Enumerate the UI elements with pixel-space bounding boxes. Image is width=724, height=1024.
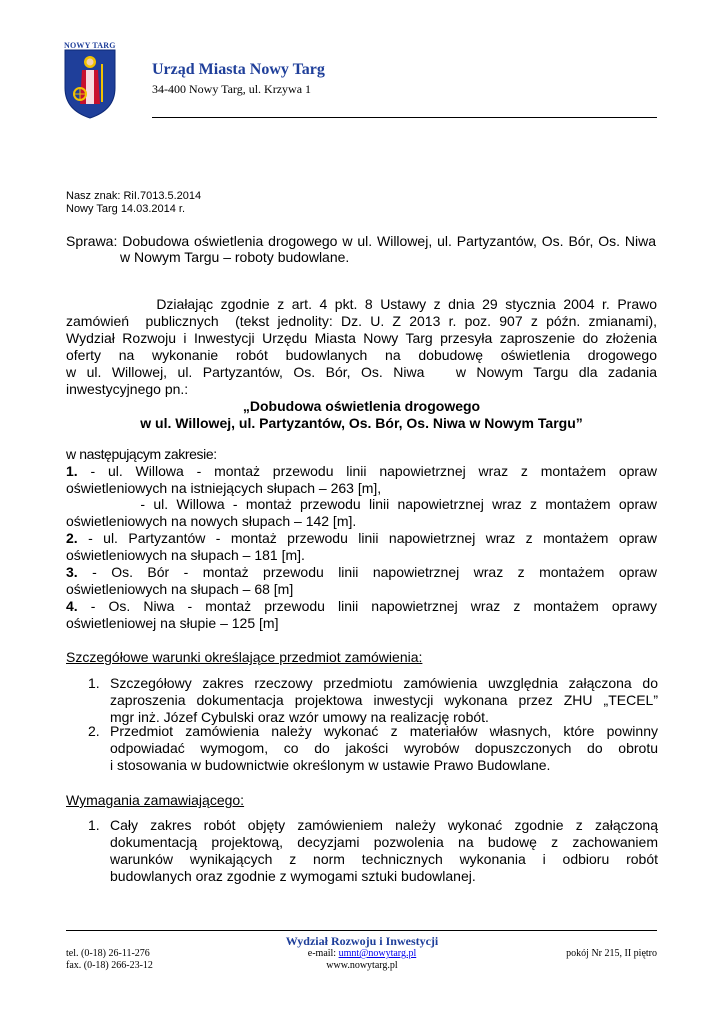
condition-line: i stosowania w budownictwie określonym w ustawie Prawo Budowlane.	[110, 757, 551, 773]
footer-email-link[interactable]: umnt@nowytarg.pl	[338, 948, 417, 959]
project-title-line-2: w ul. Willowej, ul. Partyzantów, Os. Bór, Os. Niwa w Nowym Targu”	[140, 415, 583, 431]
footer-phone: tel. (0-18) 26-11-276	[66, 948, 150, 959]
subject-line-2: w Nowym Targu – roboty budowlane.	[120, 249, 350, 265]
scope-item	[66, 530, 657, 547]
crest-caption: NOWY TARG	[64, 41, 116, 50]
intro-line: inwestycyjnego pn.:	[66, 381, 189, 397]
office-name: Urząd Miasta Nowy Targ	[152, 61, 325, 78]
requirement-line: warunków wynikających z norm technicznych wykonania i odbioru robót	[110, 851, 658, 867]
scope-item-text: - Os. Bór - montaż przewodu linii napowietrznej wraz z montażem opraw	[77, 564, 657, 580]
city-crest-logo	[60, 38, 120, 120]
requirement-number: 1.	[88, 817, 100, 833]
scope-item-cont: oświetleniowej na słupie – 125 [m]	[66, 615, 279, 631]
office-address: 34-400 Nowy Targ, ul. Krzywa 1	[152, 82, 312, 96]
scope-item-text: - ul. Willowa - montaż przewodu linii napowietrznej wraz z montażem opraw	[66, 496, 657, 512]
scope-item-cont: oświetleniowych na istniejących słupach – 263 [m],	[66, 480, 382, 496]
condition-line: zaproszenia dokumentacja projektowa inwestycji wykonana przez ZHU „TECEL”	[110, 692, 658, 708]
scope-item-number: 2.	[66, 530, 78, 546]
scope-item-number: 3.	[66, 564, 78, 580]
condition-line: odpowiadać wymogom, co do jakości wyrobów dopuszczonych do obrotu	[110, 740, 658, 756]
intro-line: oferty na wykonanie robót budowlanych na dobudowę oświetlenia drogowego	[66, 347, 657, 363]
footer-room: pokój Nr 215, II piętro	[566, 948, 657, 959]
scope-item-cont: oświetleniowych na słupach – 181 [m].	[66, 547, 305, 563]
requirements-heading: Wymagania zamawiającego:	[66, 792, 245, 808]
footer-divider	[66, 930, 657, 931]
condition-line: Przedmiot zamówienia należy wykonać z materiałów własnych, które powinny	[110, 723, 658, 739]
header-divider	[152, 117, 657, 118]
scope-item-text: - ul. Willowa - montaż przewodu linii napowietrznej wraz z montażem opraw	[77, 463, 657, 479]
scope-item-number: 4.	[66, 598, 78, 614]
project-title-line-1: „Dobudowa oświetlenia drogowego	[242, 398, 481, 414]
footer-fax: fax. (0-18) 266-23-12	[66, 960, 153, 971]
scope-heading: w następującym zakresie:	[66, 446, 217, 462]
scope-item-text: - Os. Niwa - montaż przewodu linii napowietrznej wraz z montażem oprawy	[77, 598, 657, 614]
requirement-line: budowlanych oraz zgodnie z wymogami sztuki budowlanej.	[110, 868, 476, 884]
scope-item	[66, 598, 657, 615]
conditions-heading: Szczegółowe warunki określające przedmiot zamówienia:	[66, 649, 423, 665]
scope-item-cont: oświetleniowych na nowych słupach – 142 [m].	[66, 513, 357, 529]
document-date: Nowy Targ 14.03.2014 r.	[66, 203, 186, 215]
scope-item-cont: oświetleniowych na słupach – 68 [m]	[66, 581, 294, 597]
condition-line: mgr inż. Józef Cybulski oraz wzór umowy na realizację robót.	[110, 709, 489, 725]
scope-item-number: 1.	[66, 463, 78, 479]
intro-line: zamówień publicznych (tekst jednolity: Dz. U. Z 2013 r. poz. 907 z późn. zmianami),	[66, 313, 657, 329]
condition-number: 2.	[88, 723, 100, 739]
subject-line-1: Sprawa: Dobudowa oświetlenia drogowego w ul. Willowej, ul. Partyzantów, Os. Bór, Os. Niwa	[66, 233, 656, 249]
condition-line: Szczegółowy zakres rzeczowy przedmiotu zamówienia uwzględnia załączona do	[110, 675, 658, 691]
reference-number: Nasz znak: RiI.7013.5.2014	[66, 190, 202, 202]
requirement-line: dokumentacją projektową, decyzjami pozwolenia na budowę z zachowaniem	[110, 834, 658, 850]
intro-line: w ul. Willowej, ul. Partyzantów, Os. Bór, Os. Niwa w Nowym Targu dla zadania	[66, 364, 657, 380]
footer-website: www.nowytarg.pl	[326, 960, 398, 971]
intro-line: Wydział Rozwoju i Inwestycji Urzędu Miasta Nowy Targ przesyła zaproszenie do złożenia	[66, 330, 657, 346]
condition-number: 1.	[88, 675, 100, 691]
footer-email-label: e-mail:	[307, 948, 339, 959]
scope-item-text: - ul. Partyzantów - montaż przewodu linii napowietrznej wraz z montażem opraw	[77, 530, 657, 546]
footer-department: Wydział Rozwoju i Inwestycji	[285, 934, 439, 948]
intro-line: Działając zgodnie z art. 4 pkt. 8 Ustawy z dnia 29 stycznia 2004 r. Prawo	[66, 296, 657, 312]
scope-item	[66, 463, 657, 480]
requirement-line: Cały zakres robót objęty zamówieniem należy wykonać zgodnie z załączoną	[110, 817, 658, 833]
scope-item	[66, 564, 657, 581]
